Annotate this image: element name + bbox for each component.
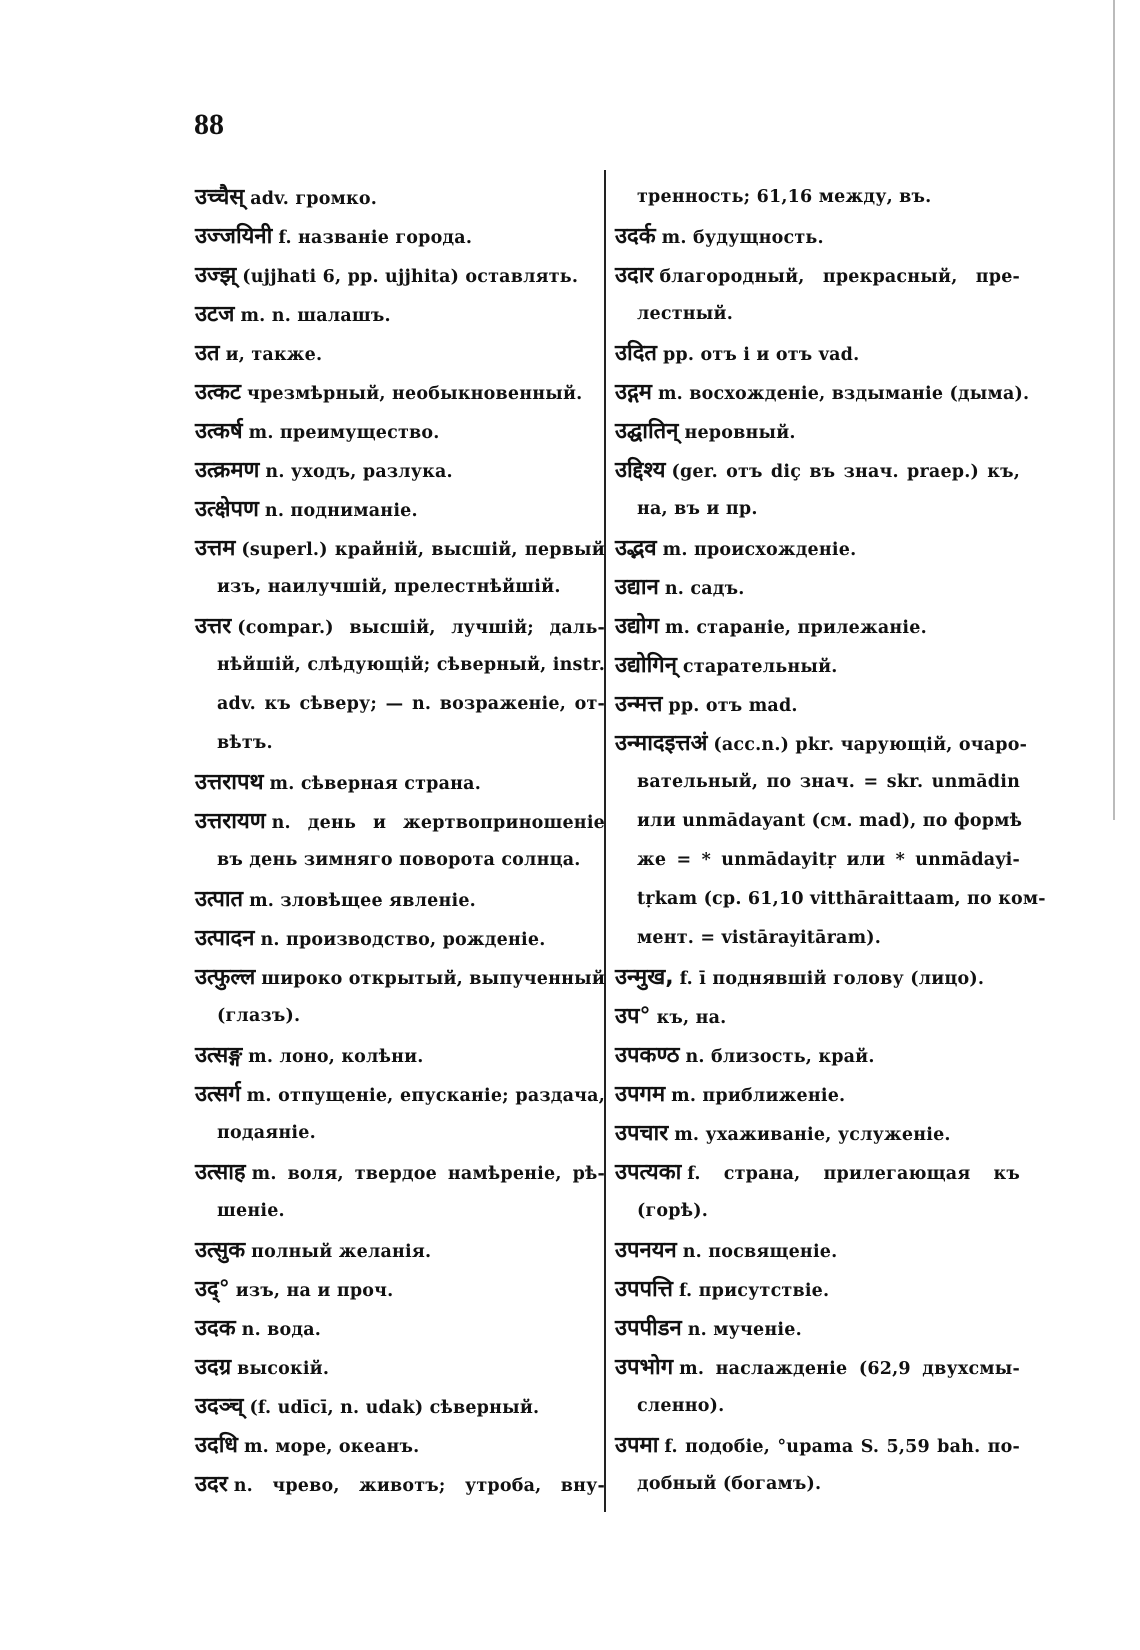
dictionary-entry xyxy=(195,451,605,490)
gloss-text: широко открытый, выпученный xyxy=(261,969,606,989)
gloss-text: n. день и жертвоприношеніе xyxy=(271,813,605,833)
headword: उन्मुख, xyxy=(615,965,674,990)
headword: उन्मत्त xyxy=(615,692,663,717)
dictionary-entry xyxy=(195,1348,605,1387)
headword: उदार xyxy=(615,263,654,288)
gloss-text: n. подниманіе. xyxy=(264,501,418,521)
gloss-text: (superl.) крайній, высшій, первый xyxy=(241,540,605,560)
gloss-text: m. n. шалашъ. xyxy=(240,306,391,326)
gloss-text: n. мученіе. xyxy=(687,1320,802,1340)
gloss-text: полный желанія. xyxy=(251,1242,432,1262)
gloss-text: шеніе. xyxy=(217,1201,285,1221)
headword: उत xyxy=(195,341,220,366)
headword: उद्गम xyxy=(615,380,652,405)
gloss-text: m. лоно, колѣни. xyxy=(248,1047,424,1067)
headword: उद्यान xyxy=(615,575,659,600)
dictionary-entry xyxy=(195,373,605,412)
gloss-text: (глазъ). xyxy=(217,1006,301,1026)
entry-continuation xyxy=(615,763,1020,802)
dictionary-entry xyxy=(615,997,1020,1036)
dictionary-entry xyxy=(195,1270,605,1309)
gloss-text: въ день зимняго поворота солнца. xyxy=(217,850,581,870)
dictionary-entry xyxy=(195,919,605,958)
dictionary-entry xyxy=(615,685,1020,724)
gloss-text: n. чрево, животъ; утроба, вну- xyxy=(233,1476,605,1496)
gloss-text: или unmādayant (см. mad), по формѣ xyxy=(637,811,1023,831)
gloss-text: m. будущность. xyxy=(661,228,824,248)
headword: उदक xyxy=(195,1316,236,1341)
headword: उच्चैस् xyxy=(195,185,245,210)
headword: उज्झ् xyxy=(195,263,237,288)
entry-continuation xyxy=(195,646,605,685)
headword: उदित xyxy=(615,341,657,366)
gloss-text: pp. отъ mad. xyxy=(668,696,798,716)
gloss-text: m. наслажденіе (62,9 двухсмы- xyxy=(679,1359,1020,1379)
headword: उत्फुल्ल xyxy=(195,965,256,990)
left-column xyxy=(195,178,605,1504)
gloss-text: m. море, океанъ. xyxy=(243,1437,420,1457)
entry-continuation xyxy=(195,1192,605,1231)
page-edge-line xyxy=(1113,0,1115,820)
gloss-text: m. происхожденіе. xyxy=(662,540,857,560)
headword: उद्दिश्य xyxy=(615,458,666,483)
gloss-text: (горѣ). xyxy=(637,1201,708,1221)
dictionary-entry xyxy=(195,1075,605,1114)
gloss-text: изъ, на и проч. xyxy=(235,1281,394,1301)
gloss-text: же = * unmādayitṛ или * unmādayi- xyxy=(637,850,1020,870)
dictionary-entry xyxy=(615,529,1020,568)
dictionary-entry xyxy=(195,529,605,568)
gloss-text: высокій. xyxy=(237,1359,330,1379)
dictionary-entry xyxy=(195,1465,605,1504)
dictionary-entry xyxy=(615,1270,1020,1309)
dictionary-entry xyxy=(195,1426,605,1465)
headword: उपभोग xyxy=(615,1355,674,1380)
headword: उत्कट xyxy=(195,380,241,405)
gloss-text: n. производство, рожденіе. xyxy=(260,930,546,950)
dictionary-entry xyxy=(195,880,605,919)
entry-continuation xyxy=(615,295,1020,334)
gloss-text: m. восхожденіе, вздыманіе (дыма). xyxy=(657,384,1030,404)
gloss-text: чрезмѣрный, необыкновенный. xyxy=(246,384,583,404)
headword: उत्साह xyxy=(195,1160,246,1185)
dictionary-entry xyxy=(615,1114,1020,1153)
gloss-text: m. отпущеніе, епусканіе; раздача, xyxy=(246,1086,605,1106)
gloss-text: m. ухаживаніе, услуженіе. xyxy=(674,1125,951,1145)
dictionary-entry xyxy=(195,178,605,217)
gloss-text: изъ, наилучшій, прелестнѣйшій. xyxy=(217,577,561,597)
gloss-text: n. вода. xyxy=(241,1320,322,1340)
dictionary-entry xyxy=(195,490,605,529)
dictionary-entry xyxy=(615,1231,1020,1270)
entry-continuation xyxy=(195,841,605,880)
entry-continuation xyxy=(615,919,1020,958)
gloss-text: f. ī поднявшій голову (лицо). xyxy=(679,969,985,989)
gloss-text: (compar.) высшій, лучшій; даль- xyxy=(237,618,605,638)
headword: उत्कर्ष xyxy=(195,419,243,444)
gloss-text: f. названіе города. xyxy=(278,228,473,248)
gloss-text: на, въ и пр. xyxy=(637,499,758,519)
gloss-text: n. уходъ, разлука. xyxy=(265,462,453,482)
dictionary-entry xyxy=(615,451,1020,490)
headword: उपपीडन xyxy=(615,1316,682,1341)
gloss-text: f. подобіе, °upama S. 5,59 bah. по- xyxy=(664,1437,1020,1457)
dictionary-entry xyxy=(615,1153,1020,1192)
dictionary-entry xyxy=(615,217,1020,256)
headword: उत्तम xyxy=(195,536,236,561)
dictionary-entry xyxy=(195,607,605,646)
dictionary-entry xyxy=(615,334,1020,373)
entry-continuation xyxy=(615,178,1020,217)
entry-continuation xyxy=(615,841,1020,880)
gloss-text: старательный. xyxy=(682,657,838,677)
dictionary-entry xyxy=(615,412,1020,451)
gloss-text: m. воля, твердое намѣреніе, рѣ- xyxy=(251,1164,605,1184)
headword: उपत्यका xyxy=(615,1160,682,1185)
gloss-text: благородный, прекрасный, пре- xyxy=(659,267,1020,287)
entry-continuation xyxy=(195,1114,605,1153)
dictionary-entry xyxy=(615,256,1020,295)
dictionary-entry xyxy=(615,1075,1020,1114)
headword: उत्क्रमण xyxy=(195,458,260,483)
gloss-text: добный (богамъ). xyxy=(637,1474,822,1494)
gloss-text: къ, на. xyxy=(656,1008,727,1028)
dictionary-entry xyxy=(615,373,1030,412)
headword: उत्तर xyxy=(195,614,232,639)
headword: उदञ्च् xyxy=(195,1394,244,1419)
dictionary-entry xyxy=(195,802,605,841)
headword: उत्पात xyxy=(195,887,244,912)
right-column xyxy=(615,178,1046,1504)
dictionary-entry xyxy=(195,1036,605,1075)
dictionary-entry xyxy=(615,1426,1020,1465)
dictionary-entry xyxy=(615,568,1020,607)
dictionary-entry xyxy=(615,724,1028,763)
gloss-text: неровный. xyxy=(684,423,796,443)
dictionary-entry xyxy=(195,1231,605,1270)
headword: उत्पादन xyxy=(195,926,255,951)
gloss-text: сленно). xyxy=(637,1396,725,1416)
dictionary-entry xyxy=(615,1036,1020,1075)
dictionary-entry xyxy=(195,1309,605,1348)
gloss-text: f. страна, прилегающая къ xyxy=(687,1164,1020,1184)
dictionary-entry xyxy=(195,412,605,451)
headword: उत्सर्ग xyxy=(195,1082,241,1107)
gloss-text: adv. къ сѣверу; — n. возраженіе, от- xyxy=(217,694,605,714)
dictionary-entry xyxy=(195,958,605,997)
gloss-text: n. посвященіе. xyxy=(682,1242,838,1262)
dictionary-entry xyxy=(195,1153,605,1192)
dictionary-entry xyxy=(615,646,1020,685)
headword: उटज xyxy=(195,302,235,327)
dictionary-entry xyxy=(195,256,605,295)
headword: उद्योग xyxy=(615,614,660,639)
gloss-text: m. зловѣщее явленіе. xyxy=(249,891,476,911)
gloss-text: нѣйшій, слѣдующій; сѣверный, instr. xyxy=(217,655,605,675)
gloss-text: m. преимущество. xyxy=(248,423,440,443)
entry-continuation xyxy=(615,1192,1020,1231)
gloss-text: (f. udīcī, n. udak) сѣверный. xyxy=(249,1398,540,1418)
entry-continuation xyxy=(615,1387,1020,1426)
entry-continuation xyxy=(195,685,605,724)
headword: उत्सङ्ग xyxy=(195,1043,243,1068)
page-number: 88 xyxy=(194,108,224,141)
gloss-text: f. присутствіе. xyxy=(678,1281,830,1301)
headword: उज्जयिनी xyxy=(195,224,273,249)
entry-continuation xyxy=(195,568,605,607)
gloss-text: мент. = vistārayitāram). xyxy=(637,928,882,948)
gloss-text: tṛkam (ср. 61,10 vitthāraittaam, по ком- xyxy=(637,889,1046,909)
headword: उद्योगिन् xyxy=(615,653,677,678)
gloss-text: подаяніе. xyxy=(217,1123,316,1143)
headword: उदर xyxy=(195,1472,228,1497)
headword: उपचार xyxy=(615,1121,669,1146)
gloss-text: тренность; 61,16 между, въ. xyxy=(637,187,932,207)
entry-continuation xyxy=(615,802,1023,841)
gloss-text: (ger. отъ diç въ знач. praep.) къ, xyxy=(671,462,1020,482)
entry-continuation xyxy=(195,997,605,1036)
dictionary-entry xyxy=(195,1387,605,1426)
dictionary-entry xyxy=(195,217,605,256)
gloss-text: (ujjhati 6, pp. ujjhita) оставлять. xyxy=(242,267,579,287)
entry-continuation xyxy=(615,490,1020,529)
entry-continuation xyxy=(615,1465,1020,1504)
headword: उपनयन xyxy=(615,1238,677,1263)
headword: उपपत्ति xyxy=(615,1277,673,1302)
headword: उद्भव xyxy=(615,536,657,561)
headword: उपकण्ठ xyxy=(615,1043,680,1068)
gloss-text: pp. отъ i и отъ vad. xyxy=(662,345,860,365)
headword: उत्क्षेपण xyxy=(195,497,259,522)
headword: उपगम xyxy=(615,1082,666,1107)
dictionary-entry xyxy=(615,1309,1020,1348)
headword: उदधि xyxy=(195,1433,238,1458)
gloss-text: (acc.n.) pkr. чарующій, очаро- xyxy=(713,735,1028,755)
gloss-text: и, также. xyxy=(225,345,323,365)
dictionary-entry xyxy=(615,1348,1020,1387)
headword: उन्मादइत्तअं xyxy=(615,731,708,756)
headword: उत्तरापथ xyxy=(195,770,264,795)
headword: उद्° xyxy=(195,1277,230,1302)
entry-continuation xyxy=(615,880,1046,919)
headword: उप° xyxy=(615,1004,651,1029)
headword: उद्घातिन् xyxy=(615,419,679,444)
gloss-text: n. садъ. xyxy=(664,579,745,599)
dictionary-entry xyxy=(195,295,605,334)
dictionary-entry xyxy=(195,763,605,802)
gloss-text: m. стараніе, прилежаніе. xyxy=(665,618,927,638)
headword: उदग्र xyxy=(195,1355,232,1380)
entry-continuation xyxy=(195,724,605,763)
headword: उपमा xyxy=(615,1433,659,1458)
gloss-text: m. приближеніе. xyxy=(671,1086,846,1106)
dictionary-entry xyxy=(615,607,1020,646)
gloss-text: adv. громко. xyxy=(250,189,378,209)
gloss-text: вательный, по знач. = skr. unmādin xyxy=(637,772,1020,792)
headword: उदर्क xyxy=(615,224,656,249)
gloss-text: вѣтъ. xyxy=(217,733,273,753)
gloss-text: лестный. xyxy=(637,304,733,324)
headword: उत्सुक xyxy=(195,1238,246,1263)
gloss-text: m. сѣверная страна. xyxy=(269,774,481,794)
gloss-text: n. близость, край. xyxy=(685,1047,875,1067)
dictionary-entry xyxy=(195,334,605,373)
headword: उत्तरायण xyxy=(195,809,266,834)
dictionary-entry xyxy=(615,958,1020,997)
